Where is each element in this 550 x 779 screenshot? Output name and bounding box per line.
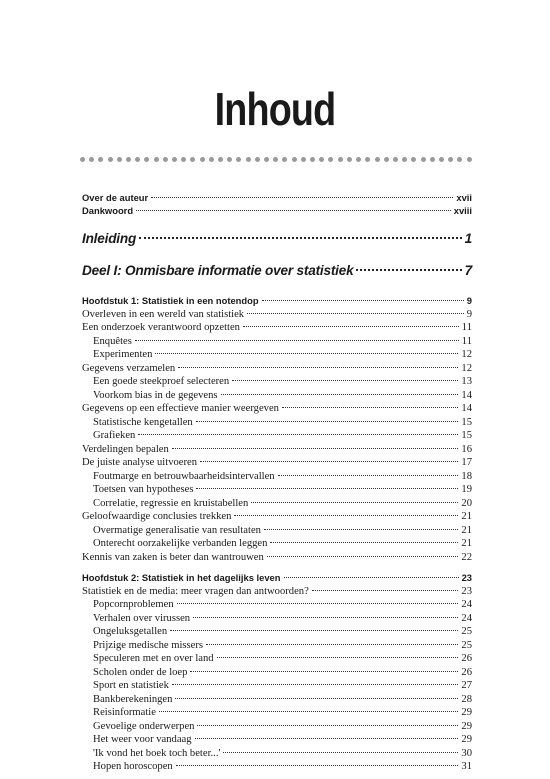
toc-subsection-entry[interactable] [82, 483, 472, 497]
toc-entry-label: Sport en statistiek [93, 680, 169, 691]
bullet-dot [338, 157, 343, 162]
toc-subsection-entry[interactable] [82, 760, 472, 774]
dot-leader [262, 300, 464, 301]
bullet-dot [457, 157, 462, 162]
toc-entry-page: 12 [461, 362, 472, 374]
toc-subsection-entry[interactable] [82, 693, 472, 707]
dot-leader [234, 515, 458, 516]
bullet-dot [89, 157, 94, 162]
toc-entry-label: Over de auteur [82, 192, 149, 203]
toc-entry-label: Correlatie, regressie en kruistabellen [93, 497, 249, 509]
bullet-dot [218, 157, 223, 162]
bullet-dot [439, 157, 444, 162]
dot-leader [200, 461, 458, 462]
dot-leader [172, 684, 458, 685]
bullet-dot [190, 157, 195, 162]
toc-entry-page: 31 [461, 761, 472, 772]
bullet-dot [172, 157, 177, 162]
toc-front-matter-entry[interactable] [82, 205, 472, 218]
toc-entry-page: 26 [461, 666, 472, 678]
bullet-dot [448, 157, 453, 162]
dot-leader [270, 542, 458, 543]
toc-subsection-entry[interactable] [82, 470, 472, 484]
dot-leader [139, 237, 462, 239]
toc-entry-page: 12 [461, 349, 472, 360]
toc-subsection-entry[interactable] [82, 429, 472, 443]
toc-entry-label: Overmatige generalisatie van resultaten [93, 524, 261, 536]
toc-entry-page: 28 [461, 693, 472, 705]
toc-entry-label: Scholen onder de loep [93, 666, 188, 678]
bullet-dot [255, 157, 260, 162]
bullet-dot [163, 157, 168, 162]
toc-entry-page: 25 [461, 626, 472, 637]
toc-entry-label: Dankwoord [82, 204, 134, 216]
toc-entry-label: Popcornproblemen [93, 599, 174, 610]
dot-leader [151, 197, 453, 198]
page-title: Inhoud [214, 83, 336, 135]
dot-leader [190, 671, 458, 672]
toc-subsection-entry[interactable] [82, 348, 472, 362]
toc-entry-page: 19 [461, 484, 472, 495]
toc-entry-label: Overleven in een wereld van statistiek [82, 308, 245, 320]
toc-subsection-entry[interactable] [82, 612, 472, 626]
toc-entry-page: 7 [464, 263, 472, 278]
toc-subsection-entry[interactable] [82, 666, 472, 680]
toc-subsection-entry[interactable] [82, 598, 472, 612]
dot-leader [136, 210, 451, 211]
bullet-dot [467, 157, 472, 162]
dot-leader [135, 340, 459, 341]
dot-leader [217, 657, 459, 658]
dot-leader [282, 407, 458, 408]
toc-entry-page: 21 [461, 538, 472, 549]
dot-leader [223, 752, 458, 753]
toc-entry-label: Verdelingen bepalen [82, 443, 169, 455]
toc-entry-page: 1 [464, 231, 472, 246]
toc-intro-entry[interactable] [82, 229, 472, 249]
dot-leader [178, 367, 458, 368]
bullet-dot [310, 157, 315, 162]
toc-entry-label: Het weer voor vandaag [93, 734, 192, 745]
toc-entry-label: Statistiek en de media: meer vragen dan antwoorden? [82, 585, 309, 597]
toc-subsection-entry[interactable] [82, 639, 472, 653]
toc-entry-page: xviii [453, 204, 472, 216]
toc-entry-label: Ongeluksgetallen [93, 626, 168, 637]
bullet-dot [301, 157, 306, 162]
toc-entry-label: Gegevens op een effectieve manier weergeven [82, 403, 279, 414]
bullet-dot [108, 157, 113, 162]
bullet-dot [273, 157, 278, 162]
bullet-dot [181, 157, 186, 162]
toc-entry-label: Enquêtes [93, 335, 132, 347]
dot-leader [196, 421, 459, 422]
dot-leader [278, 475, 459, 476]
dot-leader [170, 630, 458, 631]
dot-leader [159, 711, 458, 712]
toc-entry-label: Reisinformatie [93, 707, 156, 718]
dot-leader [196, 488, 458, 489]
toc-entry-page: 14 [461, 389, 472, 401]
bullet-dot [80, 157, 85, 162]
toc-entry-page: 15 [461, 416, 472, 428]
dot-leader [206, 644, 458, 645]
dot-leader [138, 434, 458, 435]
toc-entry-label: Foutmarge en betrouwbaarheidsintervallen [93, 470, 275, 482]
toc-subsection-entry[interactable] [82, 733, 472, 747]
toc-entry-page: 22 [461, 551, 472, 563]
dot-leader [175, 698, 458, 699]
toc-subsection-entry[interactable] [82, 375, 472, 389]
dot-leader [172, 448, 459, 449]
toc-section-entry[interactable] [82, 443, 472, 457]
toc-entry-page: 29 [461, 720, 472, 732]
toc-entry-page: 14 [461, 403, 472, 414]
toc-entry-label: Deel I: Onmisbare informatie over statistiek [82, 263, 354, 278]
toc-entry-label: Kennis van zaken is beter dan wantrouwen [82, 551, 264, 563]
dot-leader [177, 603, 459, 604]
bullet-dot [209, 157, 214, 162]
toc-entry-page: 17 [461, 457, 472, 468]
toc-entry-label: Voorkom bias in de gegevens [93, 389, 218, 401]
dot-leader [232, 380, 458, 381]
bullet-dot [411, 157, 416, 162]
toc-entry-label: Een goede steekproef selecteren [93, 376, 230, 387]
toc-entry-label: Verhalen over virussen [93, 612, 191, 624]
bullet-dot [126, 157, 131, 162]
toc-front-matter-entry[interactable] [82, 192, 472, 205]
toc-chapter-entry[interactable] [82, 571, 472, 585]
toc-entry-page: 21 [461, 511, 472, 522]
toc-entry-label: Gegevens verzamelen [82, 362, 176, 374]
toc-entry-page: 15 [461, 430, 472, 441]
bullet-dot [292, 157, 297, 162]
bullet-dot [98, 157, 103, 162]
bullet-dot [246, 157, 251, 162]
toc-subsection-entry[interactable] [82, 652, 472, 666]
bullet-dot [347, 157, 352, 162]
bullet-dot [200, 157, 205, 162]
toc-entry-label: Een onderzoek verantwoord opzetten [82, 322, 240, 333]
toc-subsection-entry[interactable] [82, 524, 472, 538]
bullet-dot [328, 157, 333, 162]
toc-entry-page: 24 [461, 599, 472, 610]
toc-subsection-entry[interactable] [82, 389, 472, 403]
dot-leader [247, 313, 464, 314]
toc-entry-page: 29 [461, 734, 472, 745]
toc-section-entry[interactable] [82, 585, 472, 599]
toc-part-entry[interactable] [82, 261, 472, 281]
dot-leader [267, 556, 459, 557]
dot-leader [284, 577, 459, 578]
toc-entry-page: 26 [461, 653, 472, 664]
toc-entry-page: 9 [466, 308, 472, 320]
dot-leader [155, 353, 458, 354]
toc-entry-label: Gevoelige onderwerpen [93, 720, 195, 732]
bullet-dot [144, 157, 149, 162]
decorative-bullet-rule [80, 154, 472, 164]
toc-section-entry[interactable] [82, 402, 472, 416]
bullet-dot [319, 157, 324, 162]
toc-subsection-entry[interactable] [82, 497, 472, 511]
toc-entry-page: 23 [461, 572, 472, 583]
dot-leader [221, 394, 459, 395]
dot-leader [312, 590, 459, 591]
toc-entry-page: 25 [461, 639, 472, 651]
toc-subsection-entry[interactable] [82, 625, 472, 639]
toc-entry-label: Hoofdstuk 2: Statistiek in het dagelijks leven [82, 572, 281, 583]
toc-entry-label: Speculeren met en over land [93, 653, 214, 664]
toc-section-entry[interactable] [82, 362, 472, 376]
toc-section-entry[interactable] [82, 321, 472, 335]
toc-entry-page: 13 [461, 376, 472, 387]
dot-leader [251, 502, 458, 503]
toc-entry-label: Bankberekeningen [93, 693, 173, 705]
bullet-dot [154, 157, 159, 162]
toc-subsection-entry[interactable] [82, 706, 472, 720]
dot-leader [193, 617, 458, 618]
toc-subsection-entry[interactable] [82, 416, 472, 430]
toc-entry-page: 24 [461, 612, 472, 624]
toc-entry-page: 16 [461, 443, 472, 455]
toc-entry-label: 'Ik vond het boek toch beter...' [93, 747, 221, 759]
toc-entry-label: Toetsen van hypotheses [93, 484, 194, 495]
toc-chapter-entry[interactable] [82, 294, 472, 308]
toc-section-entry[interactable] [82, 456, 472, 470]
toc-entry-page: 23 [461, 585, 472, 597]
bullet-dot [135, 157, 140, 162]
dot-leader [197, 725, 458, 726]
toc-entry-page: 11 [461, 335, 472, 347]
toc-subsection-entry[interactable] [82, 720, 472, 734]
toc-entry-page: 20 [461, 497, 472, 509]
dot-leader [195, 738, 459, 739]
bullet-dot [227, 157, 232, 162]
toc-entry-page: 11 [461, 322, 472, 333]
bullet-dot [264, 157, 269, 162]
bullet-dot [393, 157, 398, 162]
toc-entry-page: 18 [461, 470, 472, 482]
bullet-dot [421, 157, 426, 162]
toc-entry-label: Hoofdstuk 1: Statistiek in een notendop [82, 295, 259, 306]
toc-entry-label: Statistische kengetallen [93, 416, 193, 428]
toc-subsection-entry[interactable] [82, 335, 472, 349]
bullet-dot [117, 157, 122, 162]
toc-subsection-entry[interactable] [82, 537, 472, 551]
toc-entry-page: 27 [461, 680, 472, 691]
toc-entry-page: 21 [461, 524, 472, 536]
toc-entry-label: Prijzige medische missers [93, 639, 204, 651]
dot-leader [243, 326, 459, 327]
bullet-dot [384, 157, 389, 162]
dot-leader [356, 269, 461, 271]
bullet-dot [236, 157, 241, 162]
toc-entry-label: Experimenten [93, 349, 153, 360]
toc-entry-page: xvii [456, 192, 472, 203]
bullet-dot [356, 157, 361, 162]
bullet-dot [375, 157, 380, 162]
bullet-dot [402, 157, 407, 162]
bullet-dot [430, 157, 435, 162]
dot-leader [176, 765, 459, 766]
toc-entry-page: 29 [461, 707, 472, 718]
dot-leader [264, 529, 458, 530]
table-of-contents [82, 192, 472, 774]
toc-entry-label: Inleiding [82, 231, 137, 246]
toc-entry-label: Hopen horoscopen [93, 761, 173, 772]
toc-subsection-entry[interactable] [82, 747, 472, 761]
toc-section-entry[interactable] [82, 510, 472, 524]
toc-entry-label: Grafieken [93, 430, 136, 441]
bullet-dot [282, 157, 287, 162]
toc-entry-label: Onterecht oorzakelijke verbanden leggen [93, 538, 268, 549]
toc-entry-label: Geloofwaardige conclusies trekken [82, 511, 232, 522]
toc-entry-page: 9 [466, 295, 472, 306]
toc-entry-label: De juiste analyse uitvoeren [82, 457, 198, 468]
toc-entry-page: 30 [461, 747, 472, 759]
toc-subsection-entry[interactable] [82, 679, 472, 693]
toc-section-entry[interactable] [82, 308, 472, 322]
toc-section-entry[interactable] [82, 551, 472, 565]
bullet-dot [365, 157, 370, 162]
